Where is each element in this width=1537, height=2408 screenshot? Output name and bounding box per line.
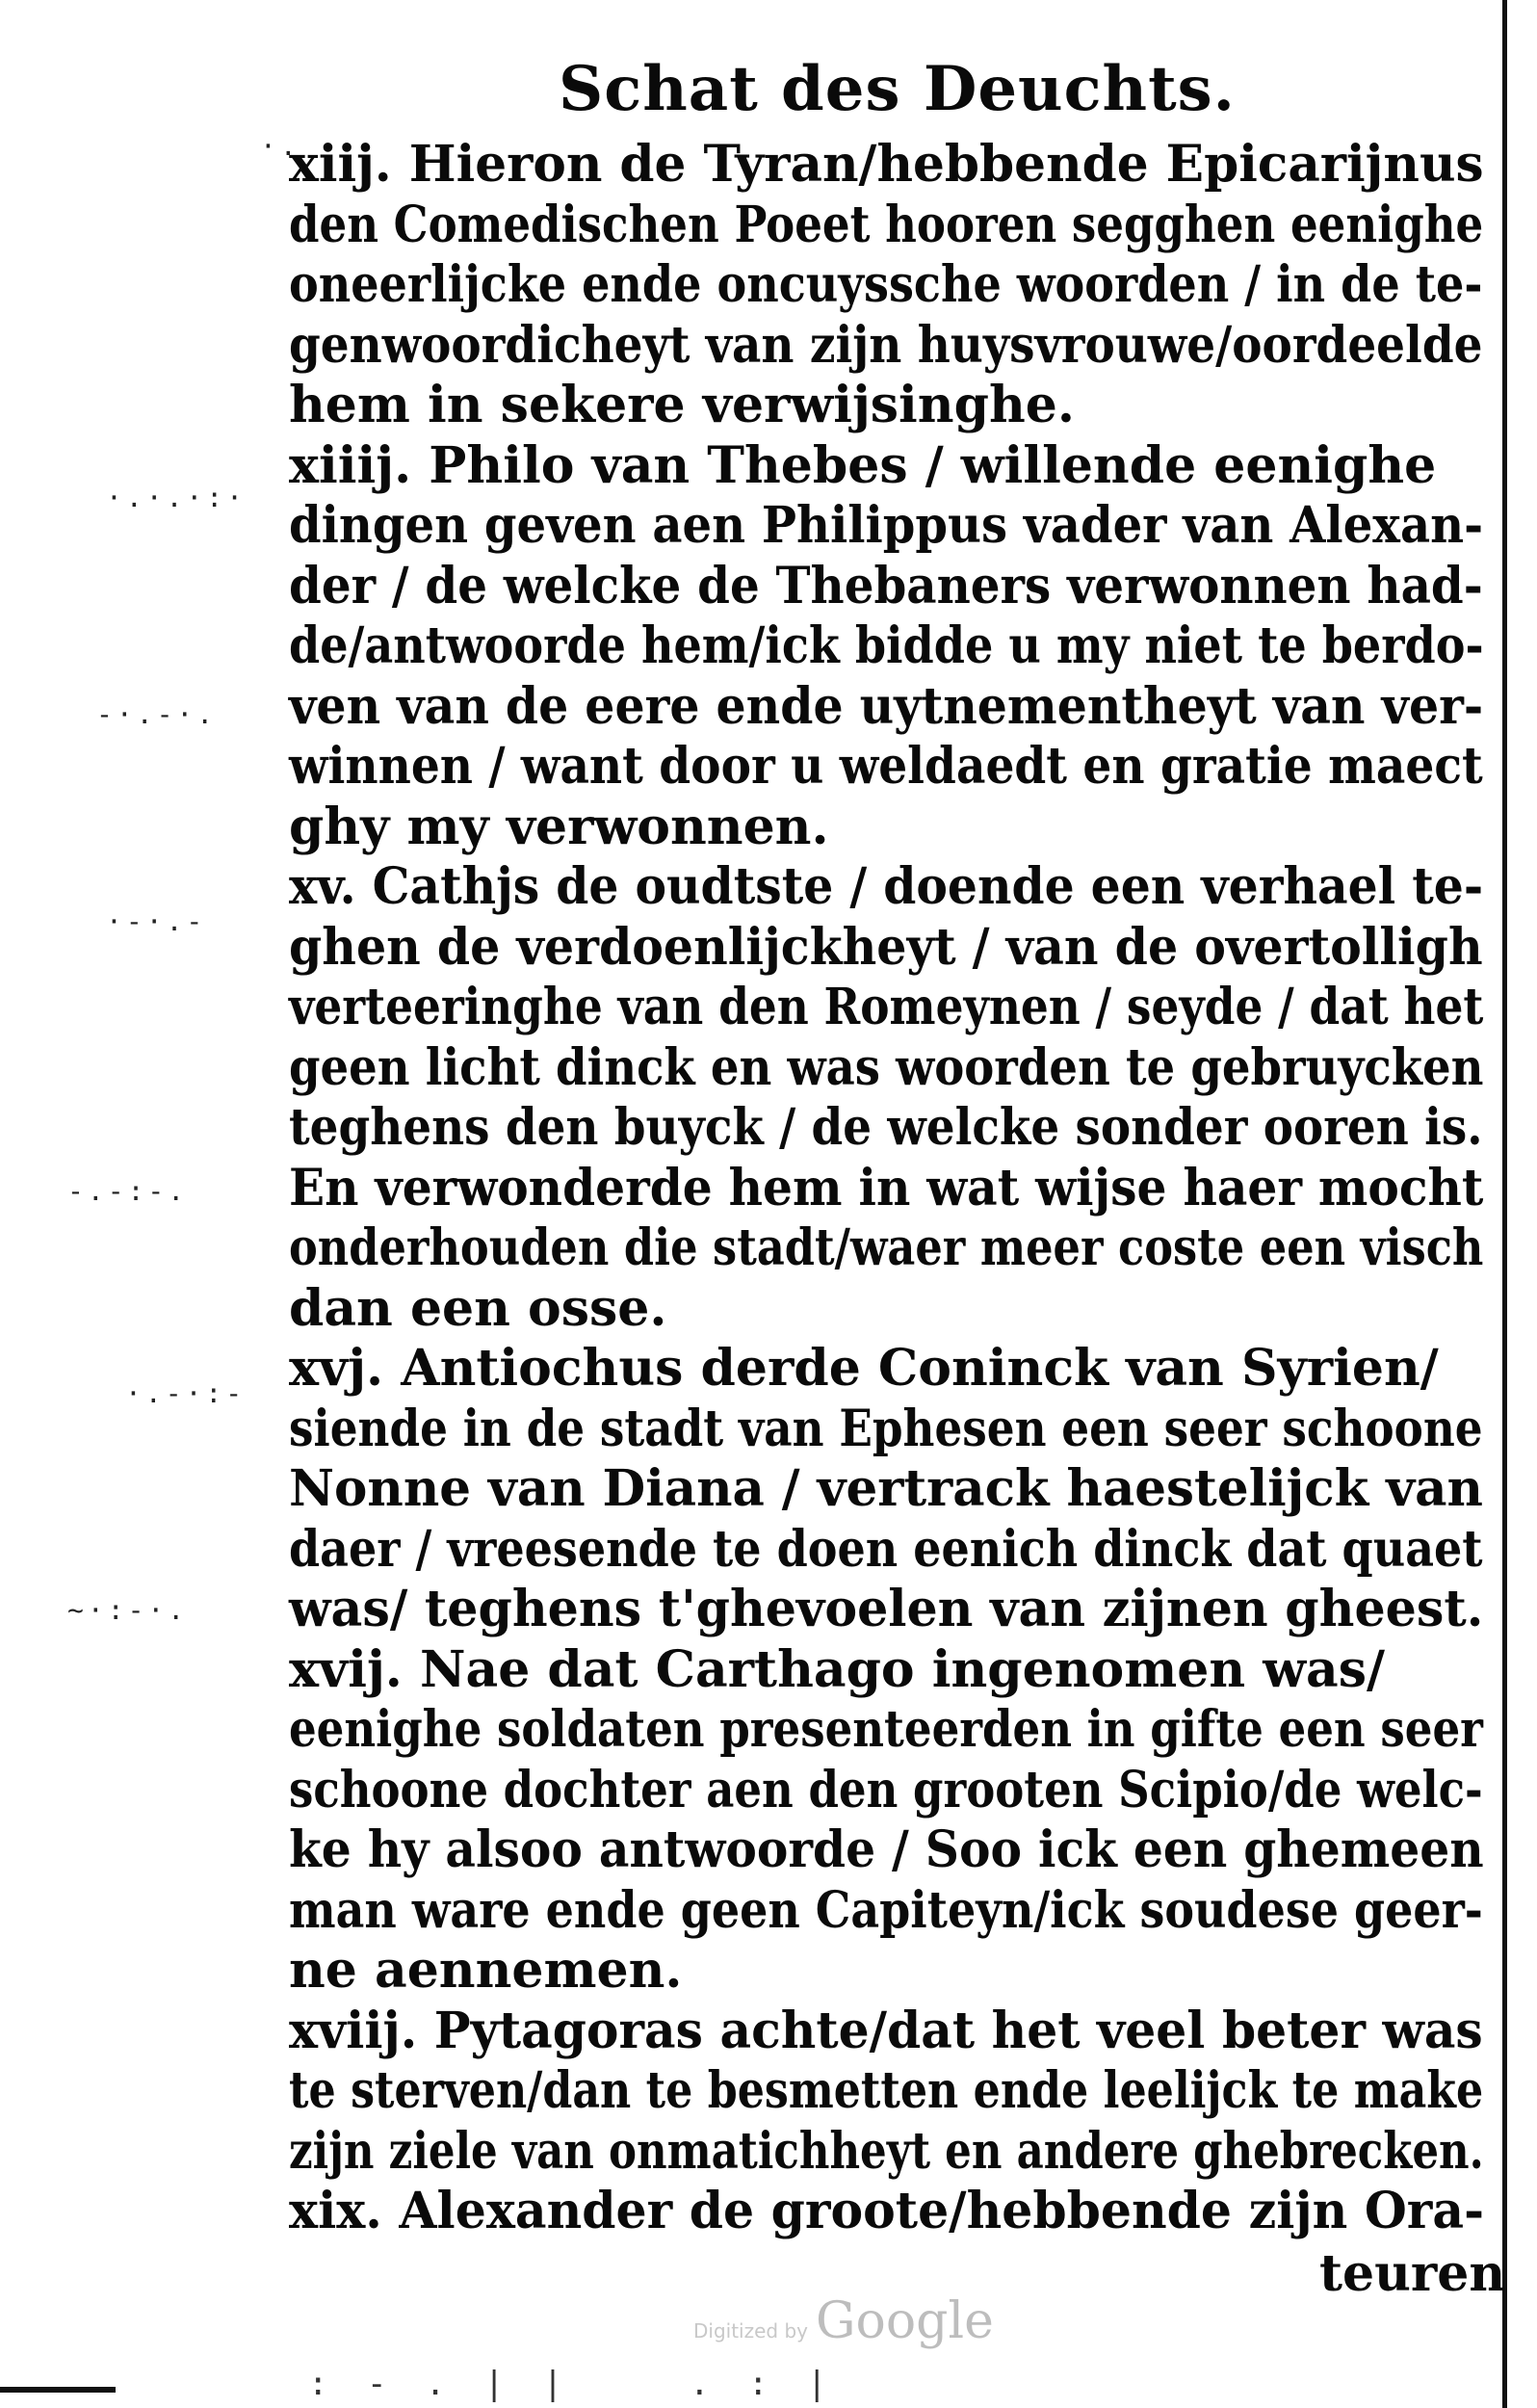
running-head: Schat des Deuchts. [559, 53, 1236, 125]
digitization-watermark [693, 2292, 1098, 2350]
text-line: genwoordicheyt van zijn huysvrouwe/oordeelde [289, 315, 1483, 375]
text-line: geen licht dinck en was woorden te gebruycken [289, 1037, 1484, 1097]
text-line: dan een osse. [289, 1278, 667, 1338]
text-line: xv. Cathjs de oudtste / doende een verhael te- [289, 857, 1484, 916]
bottom-margin-marks: : - . | | . : | [308, 2365, 837, 2403]
text-line: ne aennemen. [289, 1941, 683, 2000]
text-line: ven van de eere ende uytnementheyt van ver- [289, 676, 1484, 736]
page-edge-rule [1502, 0, 1507, 2408]
margin-mark: ~·:-·. [67, 1594, 189, 1626]
margin-mark: ·.-·:- [125, 1377, 247, 1409]
margin-marks [0, 0, 300, 2408]
text-line: xvij. Nae dat Carthago ingenomen was/ [289, 1639, 1385, 1699]
text-line: Nonne van Diana / vertrack haestelijck van [289, 1459, 1483, 1518]
text-line: zijn ziele van onmatichheyt en andere ghebrecken. [289, 2121, 1484, 2181]
text-line: xvj. Antiochus derde Coninck van Syrien/ [289, 1339, 1439, 1398]
catchword: teuren [1319, 2244, 1506, 2303]
margin-mark: -·.-·. [96, 698, 218, 730]
text-line: dingen geven aen Philippus vader van Alexan- [289, 496, 1484, 555]
text-line: den Comedischen Poeet hooren segghen eenighe [289, 195, 1484, 254]
digitized-by-label: Digitized by [693, 2319, 808, 2343]
google-logo: Google [816, 2292, 994, 2350]
text-line: onderhouden die stadt/waer meer coste een visch [289, 1218, 1484, 1277]
text-line: ghy my verwonnen. [289, 797, 829, 856]
margin-mark: -.-:-. [67, 1175, 189, 1207]
text-line: En verwonderde hem in wat wijse haer mocht [289, 1158, 1484, 1217]
text-line: man ware ende geen Capiteyn/ick soudese geer- [289, 1880, 1483, 1940]
text-line: daer / vreesende te doen eenich dinck dat quaet [289, 1519, 1483, 1579]
margin-mark: ·-·.- [106, 905, 207, 937]
text-line: oneerlijcke ende oncuyssche woorden / in de te- [289, 255, 1483, 314]
text-line: winnen / want door u weldaedt en gratie maect [289, 737, 1483, 796]
text-line: teghens den buyck / de welcke sonder ooren is. [289, 1098, 1483, 1157]
text-line: siende in de stadt van Ephesen een seer schoone [289, 1399, 1483, 1458]
text-line: xviij. Pytagoras achte/dat het veel beter was [289, 2001, 1483, 2060]
text-line: der / de welcke de Thebaners verwonnen had- [289, 556, 1483, 615]
text-line: hem in sekere verwijsinghe. [289, 376, 1075, 434]
text-line: verteeringhe van den Romeynen / seyde / dat het [289, 978, 1484, 1036]
text-line: xix. Alexander de groote/hebbende zijn Ora- [289, 2182, 1485, 2240]
text-line: de/antwoorde hem/ick bidde u my niet te berdo- [289, 616, 1484, 675]
margin-mark: ·.·.·:· [106, 482, 247, 513]
body-text [289, 135, 1483, 2242]
text-line: ghen de verdoenlijckheyt / van de overtolligh [289, 917, 1483, 977]
text-line: xiiij. Philo van Thebes / willende eenighe [289, 435, 1437, 495]
text-line: te sterven/dan te besmetten ende leelijck te make [289, 2061, 1484, 2120]
text-line: xiij. Hieron de Tyran/hebbende Epicarijnus [289, 135, 1484, 194]
margin-mark: ·. [260, 130, 300, 162]
text-line: ke hy alsoo antwoorde / Soo ick een ghemeen [289, 1820, 1484, 1879]
text-line: schoone dochter aen den grooten Scipio/de welc- [289, 1760, 1483, 1819]
text-line: eenighe soldaten presenteerden in gifte een seer [289, 1700, 1483, 1759]
text-line: was/ teghens t'ghevoelen van zijnen gheest. [289, 1580, 1484, 1638]
